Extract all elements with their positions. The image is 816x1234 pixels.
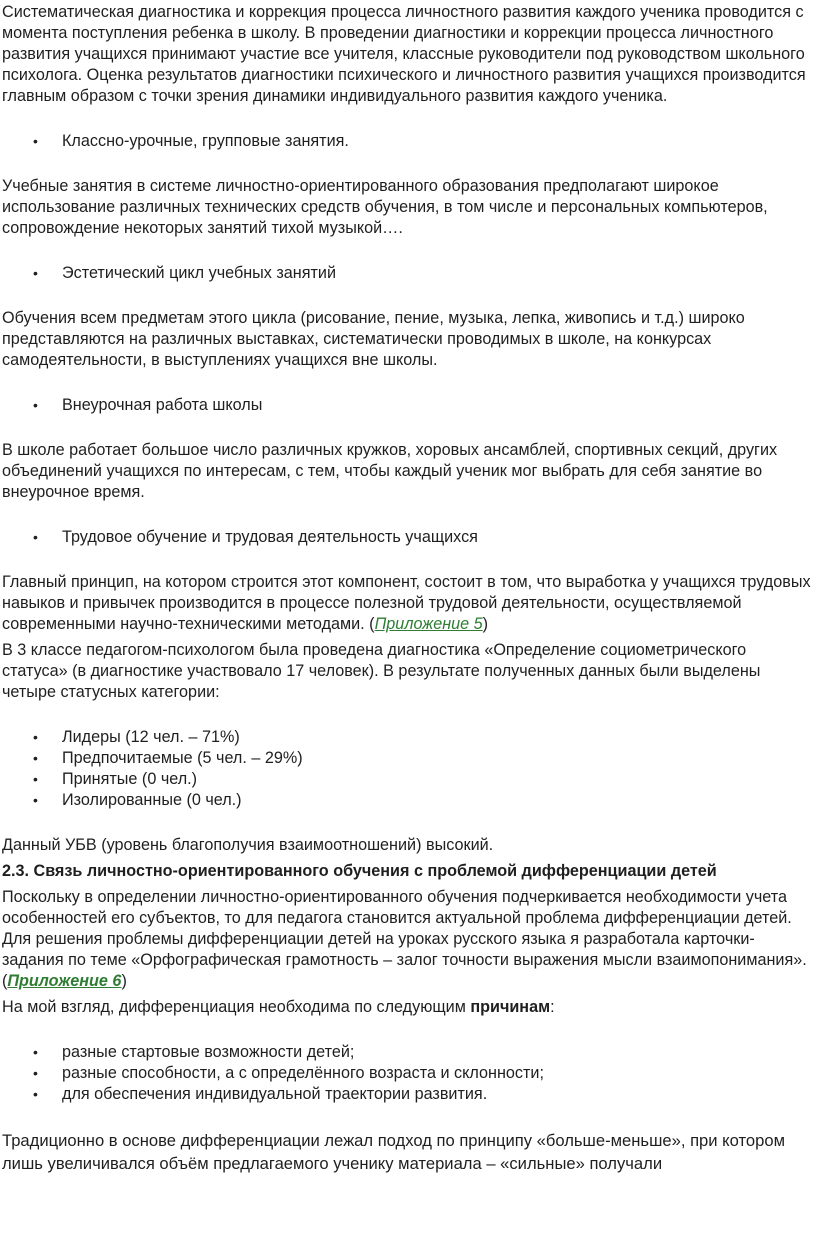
paragraph-text: ) (482, 615, 489, 633)
section-heading: 2.3. Связь личностно-ориентированного обучения с проблемой дифференциации детей (2, 862, 717, 880)
paragraph-text: : (550, 998, 555, 1016)
paragraph-reasons-intro (0, 997, 816, 1018)
bullet-list-aesthetic (0, 263, 816, 284)
paragraph-differentiation (0, 887, 816, 992)
appendix-5-link[interactable]: Приложение 5 (374, 615, 483, 633)
paragraph-diagnostics: Систематическая диагностика и коррекция процесса личностного развития каждого ученика проводится с момента поступления ребенка в школу. В проведении диагностики и коррекции процесса личностного развития учащихся принимают участие все учителя, классные руководители под руководством школьного психолога. Оценка результатов диагностики психического и личностного развития учащихся производится главным образом с точки зрения динамики индивидуального развития каждого ученика. (2, 3, 806, 105)
paragraph-traditional-approach: Традиционно в основе дифференциации лежал подход по принципу «больше-меньше», при котором лишь увеличивался объём предлагаемого ученику материала – «сильные» получали (2, 1131, 785, 1173)
list-item: • разные стартовые возможности детей; (0, 1042, 816, 1063)
appendix-6-link[interactable]: Приложение 6 (7, 972, 122, 990)
paragraph-text: На мой взгляд, дифференциация необходима по следующим (2, 998, 471, 1016)
bullet-list-extracurricular (0, 395, 816, 416)
list-item: • Предпочитаемые (5 чел. – 29%) (0, 748, 816, 769)
paragraph-sociometry: В 3 классе педагогом-психологом была проведена диагностика «Определение социометрического статуса» (в диагностике участвовало 17 человек). В результате полученных данных были выделены четыре статусных категории: (2, 641, 761, 701)
paragraph-technical-means: Учебные занятия в системе личностно-ориентированного образования предполагают широкое использование различных технических средств обучения, в том числе и персональных компьютеров, сопровождение некоторых занятий тихой музыкой…. (2, 177, 768, 237)
list-item: • Эстетический цикл учебных занятий (0, 263, 816, 284)
list-item: • Изолированные (0 чел.) (0, 790, 816, 811)
list-item: • Лидеры (12 чел. – 71%) (0, 727, 816, 748)
paragraph-text: Поскольку в определении личностно-ориентированного обучения подчеркивается необходимости учета особенностей его субъектов, то для педагога становится актуальной проблема дифференциации детей. Для решения проблемы дифференциации детей на уроках русского языка я разработала карточки-задания по теме «Орфографическая грамотность – залог точности выражения мысли взаимопонимания». ( (2, 888, 807, 990)
bold-word: причинам (470, 998, 551, 1016)
status-category-list (0, 727, 816, 811)
list-item: • Внеурочная работа школы (0, 395, 816, 416)
list-item: • Принятые (0 чел.) (0, 769, 816, 790)
paragraph-clubs: В школе работает большое число различных кружков, хоровых ансамблей, спортивных секций, других объединений учащихся по интересам, с тем, чтобы каждый ученик мог выбрать для себя занятие во внеурочное время. (2, 441, 778, 501)
paragraph-text: ) (121, 972, 127, 990)
list-item: • разные способности, а с определённого возраста и склонности; (0, 1063, 816, 1084)
paragraph-ubv: Данный УБВ (уровень благополучия взаимоотношений) высокий. (2, 836, 494, 854)
list-item: • Классно-урочные, групповые занятия. (0, 131, 816, 152)
bullet-list-labor (0, 527, 816, 548)
paragraph-aesthetic: Обучения всем предметам этого цикла (рисование, пение, музыка, лепка, живопись и т.д.) широко представляются на различных выставках, систематически проводимых в школе, на конкурсах самодеятельности, в выступлениях учащихся вне школы. (2, 309, 745, 369)
bullet-list-lessons (0, 131, 816, 152)
reasons-list (0, 1042, 816, 1105)
paragraph-text: Главный принцип, на котором строится этот компонент, состоит в том, что выработка у учащихся трудовых навыков и привычек производится в процессе полезной трудовой деятельности, осуществляемой современными научно-техническими методами. ( (2, 573, 811, 633)
paragraph-labor (0, 572, 816, 635)
list-item: • для обеспечения индивидуальной траектории развития. (0, 1084, 816, 1105)
list-item: • Трудовое обучение и трудовая деятельность учащихся (0, 527, 816, 548)
